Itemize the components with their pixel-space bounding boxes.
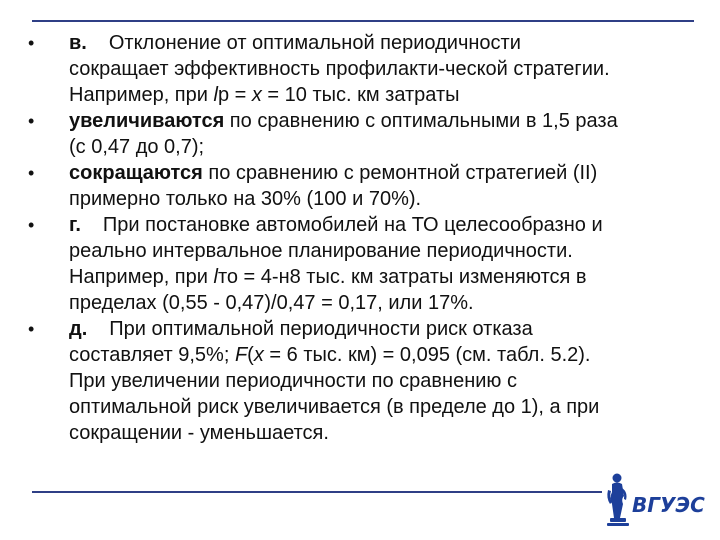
text-span: Например, при <box>69 266 214 288</box>
text-line <box>69 30 698 56</box>
bullet-marker: • <box>28 111 35 131</box>
variable: x <box>251 84 262 106</box>
text-line: оптимальной риск увеличивается (в пределе до 1), а при <box>69 396 600 418</box>
bullet-item-v <box>28 30 698 108</box>
text-span: р = <box>217 84 252 106</box>
text-line: пределах (0,55 - 0,47)/0,47 = 0,17, или 17%. <box>69 292 474 314</box>
text-line <box>69 316 698 342</box>
bullet-marker: • <box>28 163 35 183</box>
item-letter: д. <box>69 318 88 340</box>
text-span: При постановке автомобилей на ТО целесообразно и <box>102 214 603 236</box>
bullet-marker: • <box>28 33 35 53</box>
text-line <box>69 342 698 368</box>
bottom-divider <box>32 491 602 493</box>
bullet-marker: • <box>28 319 35 339</box>
text-span: ( <box>247 344 254 366</box>
text-span: = 10 тыс. км затраты <box>261 84 460 106</box>
text-span: по сравнению с оптимальными в 1,5 раза <box>224 110 618 132</box>
variable: x <box>253 344 264 366</box>
top-divider <box>32 20 694 22</box>
text-span: составляет 9,5%; <box>69 344 235 366</box>
text-line <box>69 82 698 108</box>
text-line: сокращении - уменьшается. <box>69 422 329 444</box>
text-line: примерно только на 30% (100 и 70%). <box>69 188 422 210</box>
university-logo <box>604 470 705 528</box>
text-span: При оптимальной периодичности риск отказа <box>109 318 533 340</box>
text-span: Например, при <box>69 84 214 106</box>
text-span: по сравнению с ремонтной стратегией (II) <box>202 162 598 184</box>
variable: l <box>213 266 218 288</box>
emphasis: увеличиваются <box>69 110 225 132</box>
text-line <box>69 108 698 134</box>
logo-text: ВГУЭС <box>632 493 705 517</box>
text-line: реально интервальное планирование периодичности. <box>69 240 573 262</box>
item-letter: в. <box>69 32 87 54</box>
bullet-marker: • <box>28 215 35 235</box>
bullet-item-decrease <box>28 160 698 212</box>
item-letter: г. <box>69 214 81 236</box>
bullet-item-g <box>28 212 698 316</box>
variable: l <box>213 84 218 106</box>
bullet-item-increase <box>28 108 698 160</box>
text-span: то = 4-н8 тыс. км затраты изменяются в <box>217 266 587 288</box>
text-line <box>69 160 698 186</box>
bullet-item-d <box>28 316 698 446</box>
text-line: При увеличении периодичности по сравнению с <box>69 370 517 392</box>
text-line: сокращает эффективность профилакти-ческой стратегии. <box>69 58 610 80</box>
text-span: Отклонение от оптимальной периодичности <box>108 32 521 54</box>
text-line <box>69 264 698 290</box>
emphasis: сокращаются <box>69 162 203 184</box>
slide-content <box>28 30 698 446</box>
text-span: = 6 тыс. км) = 0,095 (см. табл. 5.2). <box>263 344 591 366</box>
text-line <box>69 212 698 238</box>
text-line: (с 0,47 до 0,7); <box>69 136 205 158</box>
variable: F <box>234 344 248 366</box>
